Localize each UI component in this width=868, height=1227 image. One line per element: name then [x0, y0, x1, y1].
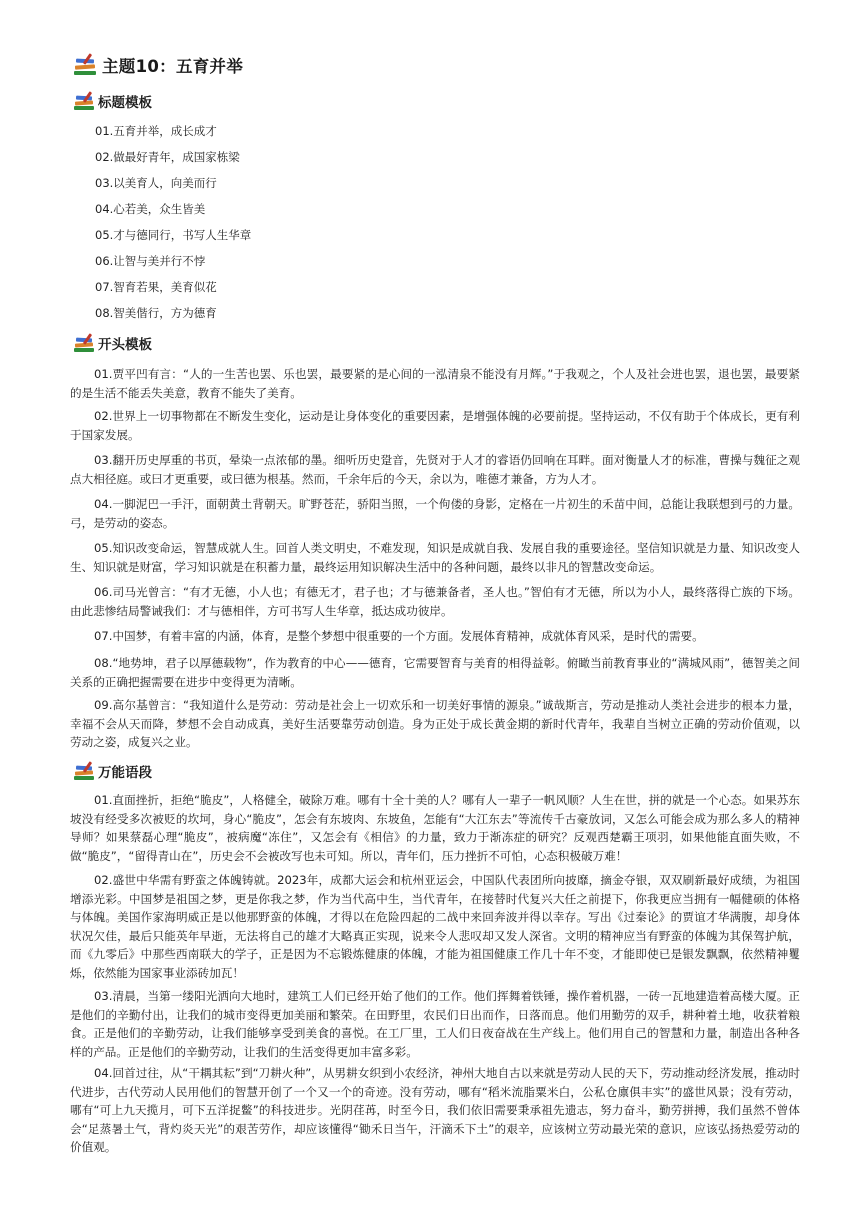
title-item: 06.让智与美并行不悖: [95, 254, 206, 268]
title-item: 05.才与德同行，书写人生华章: [95, 228, 252, 242]
opening-paragraph: 05.知识改变命运，智慧成就人生。回首人类文明史，不难发现，知识是成就自我、发展自我的重要途径。坚信知识就是力量、知识改变人生、知识就是财富，学习知识就是在积蓄力量，最终运用知识解决生活中的各种问题，最终以非凡的智慧改变命运。: [70, 541, 800, 574]
opening-paragraph: 07.中国梦，有着丰富的内涵，体育，是整个梦想中很重要的一个方面。发展体育精神，成就体育风采，是时代的需要。: [94, 629, 704, 643]
opening-paragraph: 08.“地势坤，君子以厚德载物”，作为教育的中心——德育，它需要智育与美育的相得益彰。俯瞰当前教育事业的“满城风雨”，德智美之间关系的正确把握需要在进步中变得更为清晰。: [70, 656, 800, 689]
opening-paragraph: 09.高尔基曾言：“我知道什么是劳动：劳动是社会上一切欢乐和一切美好事情的源泉。”诚哉斯言，劳动是推动人类社会进步的根本力量，幸福不会从天而降，梦想不会自动成真，美好生活要靠劳动创造。身为正处于成长黄金期的新时代青年，我辈自当树立正确的劳动价值观，以劳动之姿，成复兴之业。: [70, 698, 800, 749]
section-heading-titles: 标题模板: [72, 90, 152, 112]
books-icon: [72, 91, 96, 111]
books-icon: [72, 761, 96, 781]
title-item: 04.心若美，众生皆美: [95, 202, 206, 216]
universal-paragraph: 01.直面挫折，拒绝“脆皮”，人格健全，破除万难。哪有十全十美的人？哪有人一辈子一帆风顺？人生在世，拼的就是一个心态。如果苏东坡没有经受多次被贬的坎坷，身心“脆皮”，怎会有东坡肉、东坡鱼，怎能有“大江东去”等流传千古豪放词，又怎么可能会成为那么多人的精神导师？如果蔡磊心理“脆皮”，被病魔“冻住”，又怎会有《相信》的力量，致力于渐冻症的研究？反观西楚霸王项羽，如果他能直面失败，不做“脆皮”，“留得青山在”，历史会不会被改写也未可知。所以，青年们，压力挫折不可怕，心态积极破万难！: [70, 793, 800, 863]
opening-paragraph: 06.司马光曾言：“有才无德，小人也；有德无才，君子也；才与德兼备者，圣人也。”智伯有才无德，所以为小人，最终落得亡族的下场。由此悲惨结局警诫我们：才与德相伴，方可书写人生华章，抵达成功彼岸。: [70, 585, 800, 618]
opening-paragraph: 03.翻开历史厚重的书页，晕染一点浓郁的墨。细听历史跫音，先贤对于人才的睿语仍回响在耳畔。面对衡量人才的标准，曹操与魏征之观点大相径庭。或曰才更重要，或曰德为根基。然而，千余年后的今天，余以为，唯德才兼备，方为人才。: [70, 453, 800, 486]
universal-paragraph: 03.清晨，当第一缕阳光洒向大地时，建筑工人们已经开始了他们的工作。他们挥舞着铁锤，操作着机器，一砖一瓦地建造着高楼大厦。正是他们的辛勤付出，让我们的城市变得更加美丽和繁荣。在田野里，农民们日出而作，日落而息。他们用勤劳的双手，耕种着土地，收获着粮食。正是他们的辛勤劳动，让我们能够享受到美食的喜悦。在工厂里，工人们日夜奋战在生产线上。他们用自己的智慧和力量，制造出各种各样的产品。正是他们的辛勤劳动，让我们的生活变得更加丰富多彩。: [70, 989, 800, 1059]
title-item: 03.以美育人，向美而行: [95, 176, 217, 190]
title-item: 02.做最好青年，成国家栋梁: [95, 150, 240, 164]
document-title: 主题10：五育并举: [102, 57, 244, 76]
title-item: 08.智美偕行，方为德育: [95, 306, 217, 320]
section-heading-openings: 开头模板: [72, 332, 152, 354]
title-item: 01.五育并举，成长成才: [95, 124, 217, 138]
opening-paragraph: 01.贾平凹有言：“人的一生苦也罢、乐也罢，最要紧的是心间的一泓清泉不能没有月辉。”于我观之，个人及社会进也罢，退也罢，最要紧的是生活不能丢失美意，教育不能失了美育。: [70, 367, 800, 400]
document-title-row: [72, 52, 243, 78]
universal-paragraph: 02.盛世中华需有野蛮之体魄铸就。2023年，成都大运会和杭州亚运会，中国队代表团所向披靡，摘金夺银，双双刷新最好成绩，为祖国增添光彩。中国梦是祖国之梦，更是你我之梦，作为当代高中生，当代青年，在接替时代复兴大任之前提下，你我更应当拥有一幅健硕的体格与体魄。美国作家海明威正是以他那野蛮的体魄，才得以在危险四起的二战中来回奔波并得以幸存。写出《过秦论》的贾谊才华满腹，却身体状况欠佳，最后只能英年早逝，无法将自己的雄才大略真正实现，说来令人悲叹却又发人深省。文明的精神应当有野蛮的体魄为其保驾护航，而《九零后》中那些西南联大的学子，正是因为不忘锻炼健康的体魄，才能为祖国健康工作几十年不变，才能即使已是银发飘飘，依然精神矍烁，依然能为国家事业添砖加瓦！: [70, 873, 800, 980]
books-icon: [72, 333, 96, 353]
opening-paragraph: 04.一脚泥巴一手汗，面朝黄土背朝天。旷野苍茫，骄阳当照，一个佝偻的身影，定格在一片初生的禾苗中间，总能让我联想到弓的力量。弓，是劳动的姿态。: [70, 497, 800, 530]
opening-paragraph: 02.世界上一切事物都在不断发生变化，运动是让身体变化的重要因素，是增强体魄的必要前提。坚持运动，不仅有助于个体成长，更有利于国家发展。: [70, 409, 800, 442]
universal-paragraph: 04.回首过往，从“干耦其耘”到“刀耕火种”，从男耕女织到小农经济，神州大地自古以来就是劳动人民的天下，劳动推动经济发展，推动时代进步，古代劳动人民用他们的智慧开创了一个又一个的奇迹。没有劳动，哪有“稻米流脂粟米白，公私仓廪俱丰实”的盛世风景；没有劳动，哪有“可上九天揽月，可下五洋捉鳖”的科技进步。光阴荏苒，时至今日，我们依旧需要秉承祖先遗志，努力奋斗，勤劳拼搏，我们虽然不曾体会“足蒸暑土气，背灼炎天光”的艰苦劳作，却应该懂得“锄禾日当午，汗滴禾下土”的艰辛，应该树立劳动最光荣的意识，应该弘扬热爱劳动的价值观。: [70, 1066, 800, 1154]
section-heading-paragraphs: 万能语段: [72, 760, 152, 782]
title-item: 07.智育若果，美育似花: [95, 280, 217, 294]
books-icon: [72, 53, 98, 77]
